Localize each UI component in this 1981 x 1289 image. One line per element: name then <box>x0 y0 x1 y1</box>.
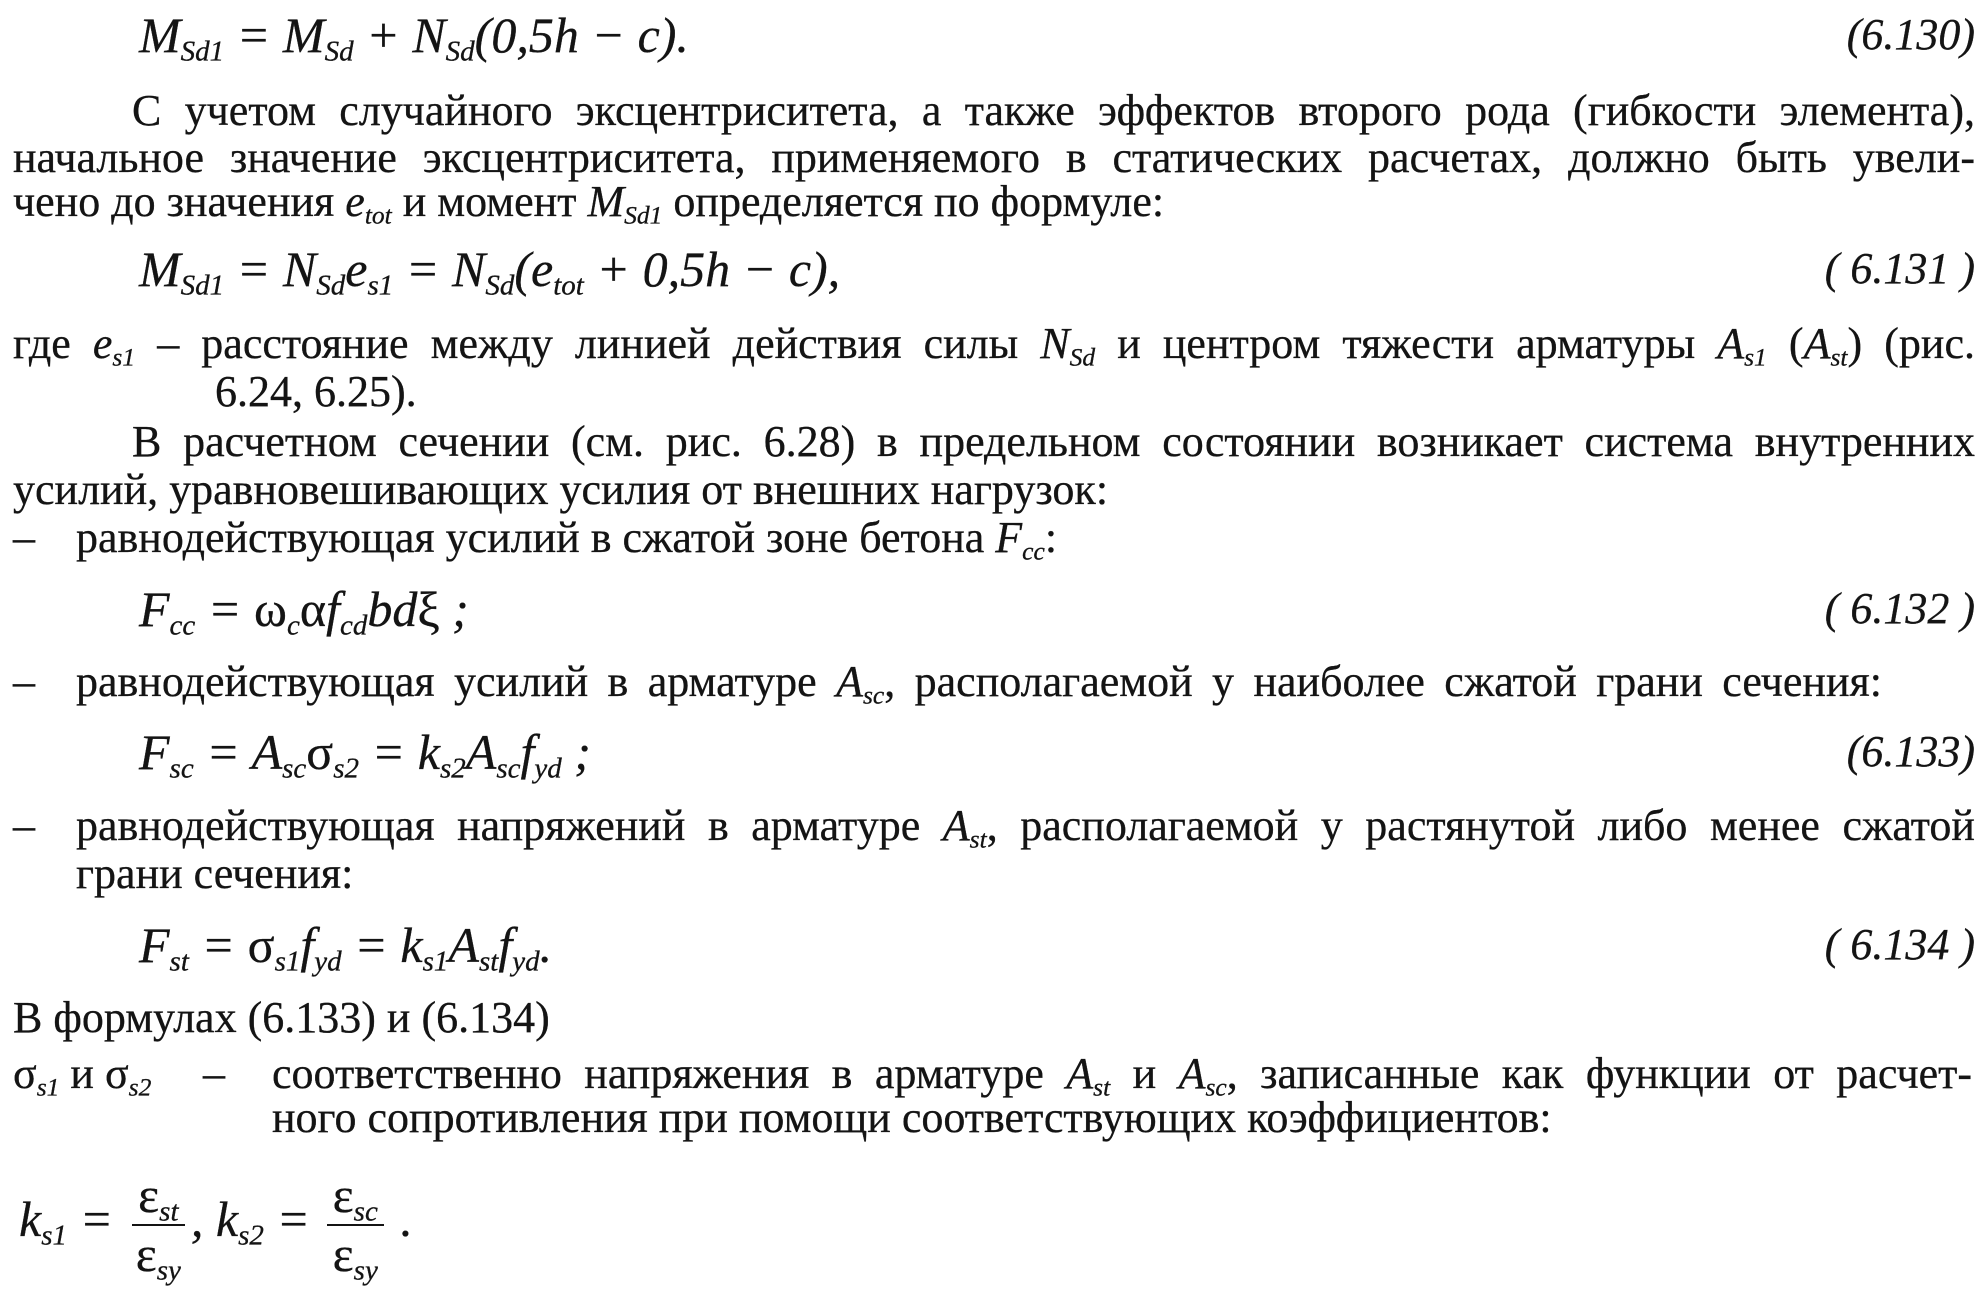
definition-dash: – <box>203 1049 225 1098</box>
variable <box>139 7 225 68</box>
symbol-base: N <box>282 241 317 297</box>
symbol-base: N <box>1040 319 1070 368</box>
variable <box>300 917 342 978</box>
formula-6-131 <box>139 237 840 301</box>
subscript: s2 <box>128 1072 152 1102</box>
fraction-numerator <box>327 1169 384 1226</box>
text-run: ( <box>1766 319 1804 368</box>
symbol-base: A <box>942 801 970 850</box>
subscript: sc <box>862 680 885 710</box>
subscript: sy <box>353 1254 378 1287</box>
variable <box>139 581 196 642</box>
bullet-marker: – <box>13 513 35 562</box>
text-run: ного сопротивления при помощи соответствующих коэффициентов: <box>272 1093 1552 1142</box>
text-run: и центром тяжести арматуры <box>1095 319 1718 368</box>
symbol-base: F <box>139 917 170 973</box>
bullet-marker: – <box>13 801 35 850</box>
subscript: s1 <box>41 1219 67 1252</box>
definition-line-2 <box>272 1094 1552 1142</box>
paragraph-eccentricity-line-2 <box>13 134 1975 182</box>
bullet-marker: – <box>13 657 35 706</box>
text-run: = <box>359 724 418 780</box>
symbol-base: A <box>1178 1049 1206 1098</box>
symbol-base: e <box>345 177 365 226</box>
subscript: Sd1 <box>180 269 225 302</box>
bullet-fst-line-2 <box>76 850 353 898</box>
variable <box>19 1191 67 1252</box>
subscript: Sd <box>324 35 354 68</box>
variable <box>251 724 307 785</box>
subscript: sc <box>282 752 307 785</box>
text-run: усилий, уравновешивающих усилия от внешних нагрузок: <box>13 465 1109 514</box>
subscript: yd <box>314 945 342 978</box>
text-run: . <box>539 917 553 973</box>
subscript: Sd <box>316 269 346 302</box>
variable <box>531 241 584 302</box>
paragraph-eccentricity-line-3 <box>13 177 1165 230</box>
symbol-base: σ <box>13 1049 37 1098</box>
text-run: чено до значения <box>13 177 346 226</box>
text-run: ) (рис. <box>1847 319 1975 368</box>
subscript: Sd <box>445 35 475 68</box>
symbol-base: ω <box>254 581 287 637</box>
equation-number-6-131: ( 6.131 ) <box>1824 244 1975 293</box>
subscript: Sd <box>1069 342 1096 372</box>
subscript: sc <box>1205 1072 1227 1102</box>
text-run: + 0,5h − c), <box>583 241 841 297</box>
fraction <box>327 1167 384 1287</box>
subscript: s1 <box>367 269 394 302</box>
variable <box>92 319 136 372</box>
variable <box>995 513 1045 566</box>
symbol-base: ε <box>135 1225 157 1282</box>
where-clause-line-1 <box>13 319 1975 372</box>
text-run: где <box>13 319 93 368</box>
subscript: c <box>286 609 300 642</box>
text-run: bd <box>367 581 418 637</box>
variable <box>282 7 354 68</box>
symbol-base: A <box>465 724 497 780</box>
text-run: В формулах (6.133) и (6.134) <box>13 993 550 1042</box>
variable <box>215 1191 264 1252</box>
symbol-base: M <box>587 177 625 226</box>
text-run: . <box>387 1191 413 1247</box>
subscript: s2 <box>238 1219 264 1252</box>
text-run: = <box>393 241 453 297</box>
text-run: и момент <box>391 177 588 226</box>
greek-symbol <box>13 1049 60 1102</box>
subscript: st <box>169 945 189 978</box>
variable <box>412 7 475 68</box>
greek-symbol <box>247 917 301 978</box>
symbol-base: F <box>139 724 170 780</box>
text-run: + <box>353 7 413 63</box>
text-run: равнодействующая усилий в арматуре <box>76 657 837 706</box>
symbol-base: e <box>92 319 113 368</box>
subscript: tot <box>553 269 584 302</box>
subscript: s2 <box>439 752 466 785</box>
greek-symbol <box>306 724 360 785</box>
definition-term <box>13 1049 152 1102</box>
equation-number-6-134: ( 6.134 ) <box>1824 920 1975 969</box>
symbol-base: α <box>299 581 327 637</box>
subscript: yd <box>512 945 540 978</box>
subscript: sc <box>353 1195 378 1228</box>
paragraph-section-line-1 <box>132 418 1975 466</box>
variable <box>452 241 515 302</box>
text-run: , располагаемой у наиболее сжатой грани сечения: <box>884 657 1882 706</box>
variable <box>836 657 885 710</box>
symbol-base: A <box>1066 1049 1094 1098</box>
symbol-base: k <box>400 917 423 973</box>
text-run: равнодействующая усилий в сжатой зоне бетона <box>76 513 996 562</box>
symbol-base: σ <box>247 917 275 973</box>
variable <box>1717 319 1767 372</box>
subscript: Sd1 <box>180 35 225 68</box>
subscript: sy <box>156 1254 181 1287</box>
subscript: cc <box>1022 536 1045 566</box>
subscript: s1 <box>422 945 449 978</box>
subscript: sc <box>169 752 194 785</box>
text-run: = <box>263 1191 323 1247</box>
equation-number-6-130: (6.130) <box>1846 10 1975 59</box>
text-run: = <box>67 1191 126 1247</box>
symbol-base: f <box>498 917 513 973</box>
text-run: = <box>341 917 401 973</box>
symbol-base: k <box>417 724 440 780</box>
variable <box>1040 319 1096 372</box>
subscript: st <box>478 945 499 978</box>
symbol-base: ε <box>138 1167 160 1224</box>
text-run: определяется по формуле: <box>662 177 1165 226</box>
text-run: = <box>224 7 283 63</box>
symbol-base: F <box>139 581 170 637</box>
in-formulas-line <box>13 994 550 1042</box>
equation-number-6-132: ( 6.132 ) <box>1824 584 1975 633</box>
subscript: st <box>159 1195 179 1228</box>
subscript: sc <box>496 752 521 785</box>
subscript: st <box>969 824 987 854</box>
text-run: = <box>195 581 255 637</box>
greek-symbol <box>104 1049 152 1102</box>
variable <box>1803 319 1848 372</box>
variable <box>282 241 346 302</box>
variable <box>345 241 394 302</box>
subscript: s1 <box>1744 342 1767 372</box>
symbol-base: f <box>520 724 535 780</box>
subscript: cc <box>169 609 196 642</box>
symbol-base: M <box>139 7 181 63</box>
fraction <box>130 1167 187 1287</box>
symbol-base: N <box>452 241 486 297</box>
variable <box>326 581 368 642</box>
subscript: s1 <box>36 1072 60 1102</box>
subscript: s1 <box>112 342 136 372</box>
text-run: и <box>1110 1049 1179 1098</box>
text-run: ; <box>561 724 591 780</box>
symbol-base: e <box>345 241 368 297</box>
symbol-base: M <box>139 241 181 297</box>
variable <box>139 241 225 302</box>
paragraph-eccentricity-line-1 <box>132 87 1975 135</box>
bullet-fsc-line-1 <box>76 657 1882 710</box>
text-run: грани сечения: <box>76 849 354 898</box>
subscript: yd <box>534 752 562 785</box>
symbol-base: ε <box>332 1167 354 1224</box>
symbol-base: A <box>836 657 863 706</box>
text-run: , располагаемой у растянутой либо менее сжатой <box>986 801 1975 850</box>
formula-6-130 <box>139 3 689 67</box>
subscript: Sd <box>485 269 515 302</box>
text-run: и <box>59 1049 105 1098</box>
symbol-base: N <box>412 7 446 63</box>
subscript: cd <box>339 609 368 642</box>
symbol-base: σ <box>104 1049 129 1098</box>
symbol-base: A <box>1803 319 1831 368</box>
formula-6-132 <box>139 577 469 641</box>
subscript: s2 <box>333 752 360 785</box>
formula-ks-coefficients <box>19 1159 413 1287</box>
symbol-base: k <box>19 1191 42 1247</box>
bullet-fst-line-1 <box>76 801 1975 854</box>
variable <box>520 724 562 785</box>
text-run: = <box>193 724 252 780</box>
definition-line-1 <box>272 1049 1973 1102</box>
text-run: 6.24, 6.25). <box>215 367 417 416</box>
variable <box>465 724 521 785</box>
text-run: В расчетном сечении (см. рис. 6.28) в предельном состоянии возникает система внутренних <box>132 417 1975 466</box>
variable <box>139 724 194 785</box>
fraction-denominator <box>327 1225 384 1287</box>
text-run: соответственно напряжения в арматуре <box>272 1049 1067 1098</box>
subscript: st <box>1830 342 1848 372</box>
fraction-numerator <box>132 1169 184 1226</box>
variable <box>587 177 663 230</box>
symbol-base: ε <box>332 1225 354 1282</box>
text-run: (0,5h − c). <box>474 7 689 63</box>
text-run: равнодействующая напряжений в арматуре <box>76 801 943 850</box>
variable <box>1066 1049 1111 1102</box>
greek-symbol <box>138 1167 179 1228</box>
variable <box>498 917 540 978</box>
text-run: , записанные как функции от расчет- <box>1226 1049 1973 1098</box>
text-run: , <box>190 1191 216 1247</box>
symbol-base: f <box>300 917 315 973</box>
symbol-base: A <box>251 724 283 780</box>
text-run: : <box>1044 513 1058 562</box>
greek-symbol <box>332 1167 378 1228</box>
text-run: = <box>188 917 248 973</box>
equation-number-6-133: (6.133) <box>1846 727 1975 776</box>
subscript: tot <box>364 200 392 230</box>
formula-6-134 <box>139 913 552 977</box>
symbol-base: f <box>326 581 340 637</box>
text-run: ( <box>514 241 532 297</box>
symbol-base: A <box>448 917 479 973</box>
greek-symbol <box>332 1225 378 1287</box>
symbol-base: M <box>282 7 325 63</box>
variable <box>345 177 392 230</box>
variable <box>942 801 987 854</box>
symbol-base: k <box>215 1191 239 1247</box>
text-run: С учетом случайного эксцентриситета, а также эффектов второго рода (гибкости элемента), <box>132 86 1975 135</box>
symbol-base: σ <box>306 724 334 780</box>
subscript: st <box>1093 1072 1111 1102</box>
variable <box>400 917 449 978</box>
symbol-base: A <box>1717 319 1745 368</box>
symbol-base: F <box>995 513 1023 562</box>
greek-symbol <box>417 581 439 637</box>
variable <box>139 917 189 978</box>
bullet-fcc-line-1 <box>76 513 1058 566</box>
greek-symbol <box>300 581 326 637</box>
subscript: s1 <box>274 945 301 978</box>
greek-symbol <box>254 581 300 642</box>
variable <box>417 724 466 785</box>
fraction-denominator <box>130 1225 187 1287</box>
text-run: начальное значение эксцентриситета, применяемого в статических расчетах, должно быть увели- <box>13 133 1975 182</box>
variable <box>448 917 499 978</box>
text-run: – расстояние между линией действия силы <box>135 319 1041 368</box>
formula-6-133 <box>139 720 591 784</box>
paragraph-section-line-2 <box>13 466 1108 514</box>
subscript: Sd1 <box>624 200 663 230</box>
variable <box>1178 1049 1227 1102</box>
text-run: = <box>224 241 283 297</box>
text-run: ; <box>439 581 469 637</box>
symbol-base: e <box>531 241 554 297</box>
where-clause-line-2 <box>215 368 417 416</box>
symbol-base: ξ <box>417 581 440 637</box>
greek-symbol <box>135 1225 181 1287</box>
